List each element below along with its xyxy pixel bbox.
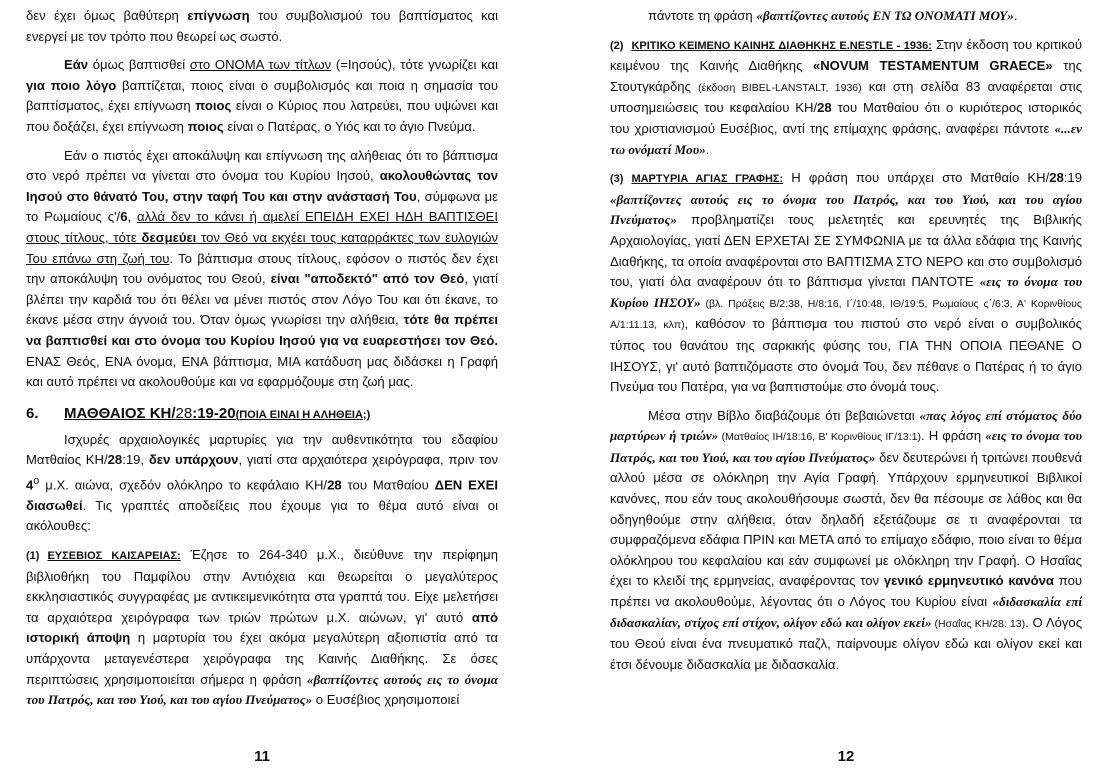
section-number: 6. [26, 404, 39, 422]
page-number: 12 [837, 748, 855, 765]
paragraph: Μέσα στην Βίβλο διαβάζουμε ότι βεβαιώνεται «πας λόγος επί στόματος δύο μαρτύρων ή τριών» (Ματθαίος ΙΗ/18:16, Β' Κορινθίους ΙΓ/13:1). Η φράση «εις το όνομα του Πατρός, και του Υιού, και του αγίου Πνεύματος» δεν δευτερώνει ή τριτώνει πουθενά αλλού μέσα σε ολόκληρη την Αγία Γραφή. Υπάρχουν ερμηνευτικοί Βιβλικοί κανόνες, που εάν τους ακολουθήσουμε σωστά, δεν θα πέσουμε σε λάθος και θα οδηγηθούμε στην αλήθεια, όταν δηλαδή εξετάζουμε σε τι αναφέρονται τα συμφραζόμενα εδάφια ΠΡΙΝ και ΜΕΤΑ από το επίμαχο εδάφιο, ποιο είναι το θέμα ολόκληρου του κεφαλαίου και εάν συμφωνεί με ολόκληρη την Γραφή. Ο Ησαΐας έχει το κλειδί της ερμηνείας, αναφέροντας τον γενικό ερμηνευτικό κανόνα που πρέπει να ακολουθούμε, λέγοντας ότι ο Λόγος του Κυρίου είναι «διδασκαλία επί διδασκαλίαν, στίχος επί στίχον, ολίγον εδώ και ολίγον εκεί» (Ησαΐας ΚΗ/28: 13). Ο Λόγος του Θεού είναι ένα πνευματικό παζλ, παίρνουμε ολίγον εδώ και ολίγον εκεί και έτσι δένουμε διδασκαλία με διδασκαλία. [610, 407, 1082, 672]
paragraph: (2) ΚΡΙΤΙΚΟ ΚΕΙΜΕΝΟ ΚΑΙΝΗΣ ΔΙΑΘΗΚΗΣ E.NESTLE - 1936: Στην έκδοση του κριτικού κειμένου της Καινής Διαθήκης «NOVUM TESTAMENTUM GRAECE» της Στουτγκάρδης (έκδοση BIBEL-LANSTALT, 1936) και στη σελίδα 83 αναφέρεται στις υποσημειώσεις του κεφαλαίου ΚΗ/28 του Ματθαίου ότι ο κυριότερος ιστορικός του χριστιανισμού Ευσέβιος, αντί της επίμαχης φράσης, αναφέρει πάντοτε «...εν τω ονόματί Μου». [610, 36, 1082, 157]
paragraph: Εάν ο πιστός έχει αποκάλυψη και επίγνωση της αλήθειας ότι το βάπτισμα στο νερό πρέπει να γίνεται στο όνομα του Κυρίου Ιησού, ακολουθώντας τον Ιησού στο θάνατό Του, στην ταφή Του και στην ανάστασή Του, σύμφωνα με το Ρωμαίους ς'/6, αλλά δεν το κάνει ή αμελεί ΕΠΕΙΔΗ ΕΧΕΙ ΗΔΗ ΒΑΠΤΙΣΘΕΙ στους τίτλους, τότε δεσμεύει τον Θεό να εκχέει τους καταρράκτες των ευλογιών Του επάνω στη ζωή του. Το βάπτισμα στους τίτλους, εφόσον ο πιστός δεν έχει την αποκάλυψη του ονόματος του Θεού, είναι "αποδεκτό" από τον Θεό, γιατί βλέπει την καρδιά του ότι θέλει να μένει πιστός στον Λόγο Του και ότι έκανε, το έκανε μέσα στην άγνοιά του. Όταν όμως γνωρίσει την αλήθεια, τότε θα πρέπει να βαπτισθεί και στο όνομα του Κυρίου Ιησού για να ευαρεστήσει τον Θεό. ΕΝΑΣ Θεός, ΕΝΑ όνομα, ΕΝΑ βάπτισμα, ΜΙΑ κατάδυση μας διδάσκει η Γραφή και αυτό πρέπει να ακολουθούμε και να εφαρμόζουμε στη ζωή μας. [26, 147, 498, 390]
section-heading [26, 405, 498, 422]
paragraph: πάντοτε τη φράση «βαπτίζοντες αυτούς ΕΝ ΤΩ ΟΝΟΜΑΤΙ ΜΟΥ». [648, 8, 1018, 23]
paragraph: Εάν όμως βαπτισθεί στο ΟΝΟΜΑ των τίτλων (=Ιησούς), τότε γνωρίζει και για ποιο λόγο βαπτίζεται, ποιος είναι ο συμβολισμός και ποια η σημασία του βαπτίσματος, έχει επίγνωση ποιος είναι ο Κύριος που λατρεύει, που υψώνει και που δοξάζει, έχει επίγνωση ποιος είναι ο Πατέρας, ο Υιός και το άγιο Πνεύμα. [26, 57, 498, 134]
paragraph: (1) ΕΥΣΕΒΙΟΣ ΚΑΙΣΑΡΕΙΑΣ: Έζησε το 264-340 μ.Χ., διεύθυνε την περίφημη βιβλιοθήκη του Παμφίλου στην Αντιόχεια και θεωρείται ο μεγαλύτερος εκκλησιαστικός συγγραφέας με αντικειμενικότητα στα γραπτά του. Είχε μελετήσει τα αρχαιότερα χειρόγραφα των τριών πρώτων μ.Χ. αιώνων, γι' αυτό από ιστορική άποψη η μαρτυρία του έχει ακόμα μεγαλύτερη αξιοπιστία από τα υπάρχοντα μεταγενέστερα χειρόγραφα της Καινής Διαθήκης. Σε όσες περιπτώσεις χρησιμοποιείται σήμερα η φράση «βαπτίζοντες αυτούς εις το όνομα του Πατρός, και του Υιού, και του αγίου Πνεύματος» ο Ευσέβιος χρησιμοποιεί [26, 547, 498, 708]
section-subtitle: (ΠΟΙΑ ΕΙΝΑΙ Η ΑΛΗΘΕΙΑ;) [235, 408, 371, 421]
page-number: 11 [254, 748, 270, 765]
paragraph: (3) ΜΑΡΤΥΡΙΑ ΑΓΙΑΣ ΓΡΑΦΗΣ: Η φράση που υπάρχει στο Ματθαίο ΚΗ/28:19 «βαπτίζοντες αυτούς εις το όνομα του Πατρός, και του Υιού, και του αγίου Πνεύματος» προβληματίζει τους μελετητές και ερευνητές της Βιβλικής Αρχαιολογίας, γιατί ΔΕΝ ΕΡΧΕΤΑΙ ΣΕ ΣΥΜΦΩΝΙΑ με τα άλλα εδάφια της Καινής Διαθήκης, τα οποία αναφέρονται στο ΒΑΠΤΙΣΜΑ ΣΤΟ ΝΕΡΟ και στο συμβολισμό του, γιατί όλα αναφέρουν ότι το βάπτισμα γίνεται ΠΑΝΤΟΤΕ «εις το όνομα του Κυρίου ΙΗΣΟΥ» (βλ. Πράξεις Β/2:38, Η/8:16, Ι΄/10:48, ΙΘ/19:5, Ρωμαίους ς΄/6:3, Α' Κορινθίους Α/1:11.13, κλπ), καθόσον το βάπτισμα του πιστού στο νερό είναι ο συμβολικός τύπος του θανάτου της σαρκικής φύσης του, ΓΙΑ ΤΗΝ ΟΠΟΙΑ ΠΕΘΑΝΕ Ο ΙΗΣΟΥΣ, γι' αυτό βαπτιζόμαστε στο όνομά Του, δεν πέθανε ο Πατέρας ή το άγιο Πνεύμα του Πατέρα, για να βαπτιστούμε στο όνομά τους. [610, 170, 1082, 395]
section-title: ΜΑΘΘΑΙΟΣ ΚΗ/28:19-20 [64, 404, 236, 422]
paragraph: Ισχυρές αρχαιολογικές μαρτυρίες για την αυθεντικότητα του εδαφίου Ματθαίος ΚΗ/28:19, δεν υπάρχουν, γιατί στα αρχαιότερα χειρόγραφα, πριν τον $4^o$ μ.Χ. αιώνα, σχεδόν ολόκληρο το κεφάλαιο ΚΗ/28 του Ματθαίου ΔΕΝ ΕΧΕΙ διασωθεί. Τις γραπτές αποδείξεις που έχουμε για το θέμα αυτό είναι οι ακόλουθες: [26, 431, 498, 534]
right-page [610, 6, 1082, 746]
left-page [26, 6, 498, 746]
paragraph: δεν έχει όμως βαθύτερη επίγνωση του συμβολισμού του βαπτίσματος και ενεργεί με τον τρόπο που θεωρεί ως σωστό. [26, 8, 498, 44]
